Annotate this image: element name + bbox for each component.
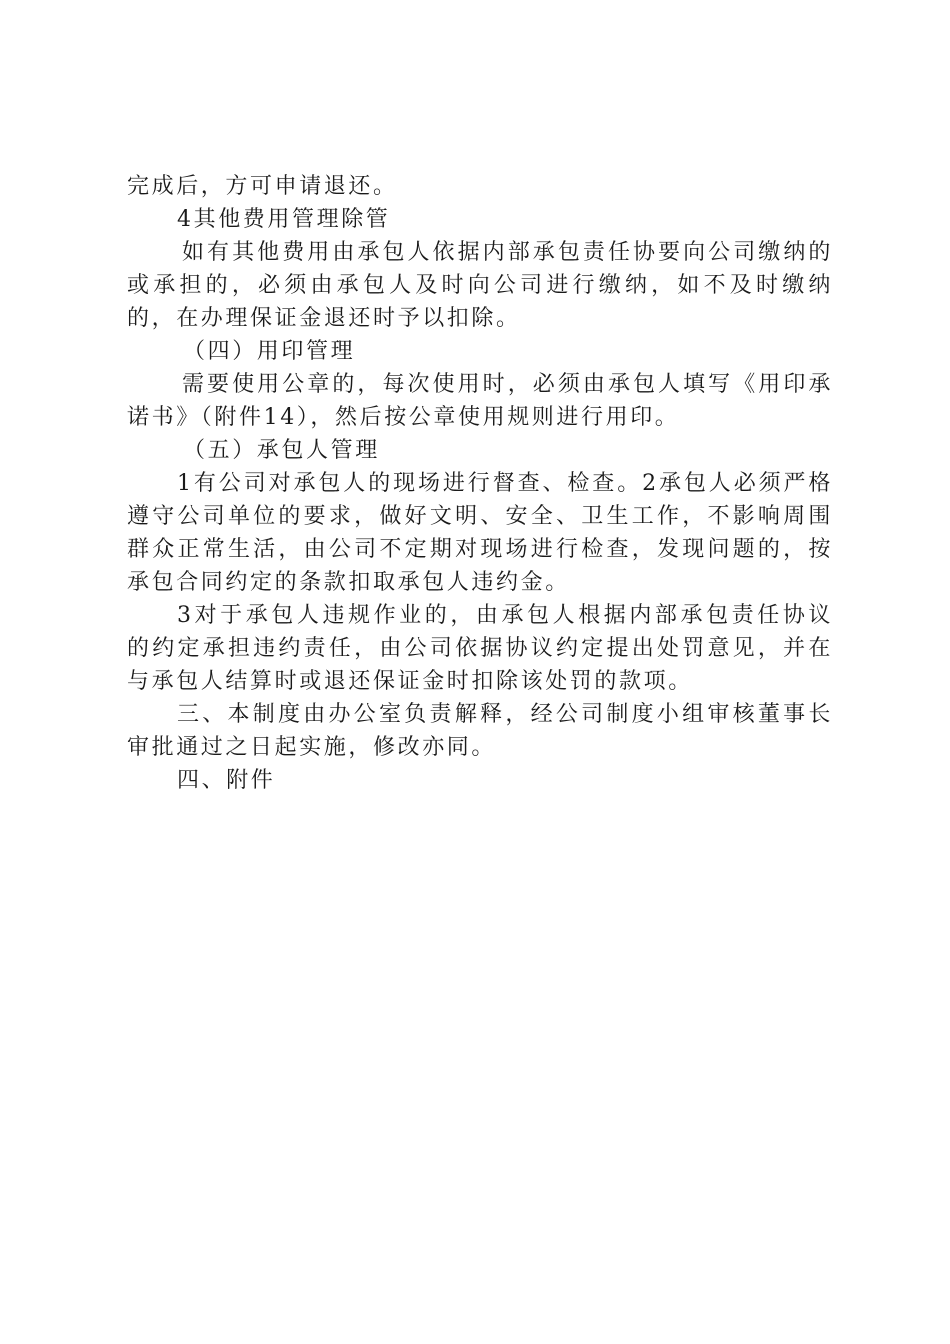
paragraph-seal-management: 需要使用公章的，每次使用时，必须由承包人填写《用印承诺书》（附件14），然后按公章使用规则进行用印。 (127, 372, 833, 430)
paragraph-interpretation-clause: 三、本制度由办公室负责解释，经公司制度小组审核董事长审批通过之日起实施，修改亦同。 (127, 702, 833, 760)
paragraph-contractor-inspection: 1有公司对承包人的现场进行督查、检查。2承包人必须严格遵守公司单位的要求，做好文明、安全、卫生工作，不影响周围群众正常生活，由公司不定期对现场进行检查，发现问题的，按承包合同约定的条款扣取承包人违约金。 (127, 471, 833, 595)
paragraph-other-fees: 如有其他费用由承包人依据内部承包责任协要向公司缴纳的或承担的，必须由承包人及时向公司进行缴纳，如不及时缴纳的，在办理保证金退还时予以扣除。 (127, 240, 833, 331)
paragraph-contractor-violation: 3对于承包人违规作业的，由承包人根据内部承包责任协议的约定承担违约责任，由公司依据协议约定提出处罚意见，并在与承包人结算时或退还保证金时扣除该处罚的款项。 (127, 603, 833, 694)
section-heading-attachments: 四、附件 (177, 768, 276, 793)
section-heading-other-fees: 4其他费用管理除管 (177, 207, 391, 232)
document-body (127, 170, 833, 797)
section-heading-contractor-management: （五）承包人管理 (183, 438, 380, 463)
paragraph-continuation: 完成后，方可申请退还。 (127, 174, 398, 199)
section-heading-seal-management: （四）用印管理 (183, 339, 356, 364)
